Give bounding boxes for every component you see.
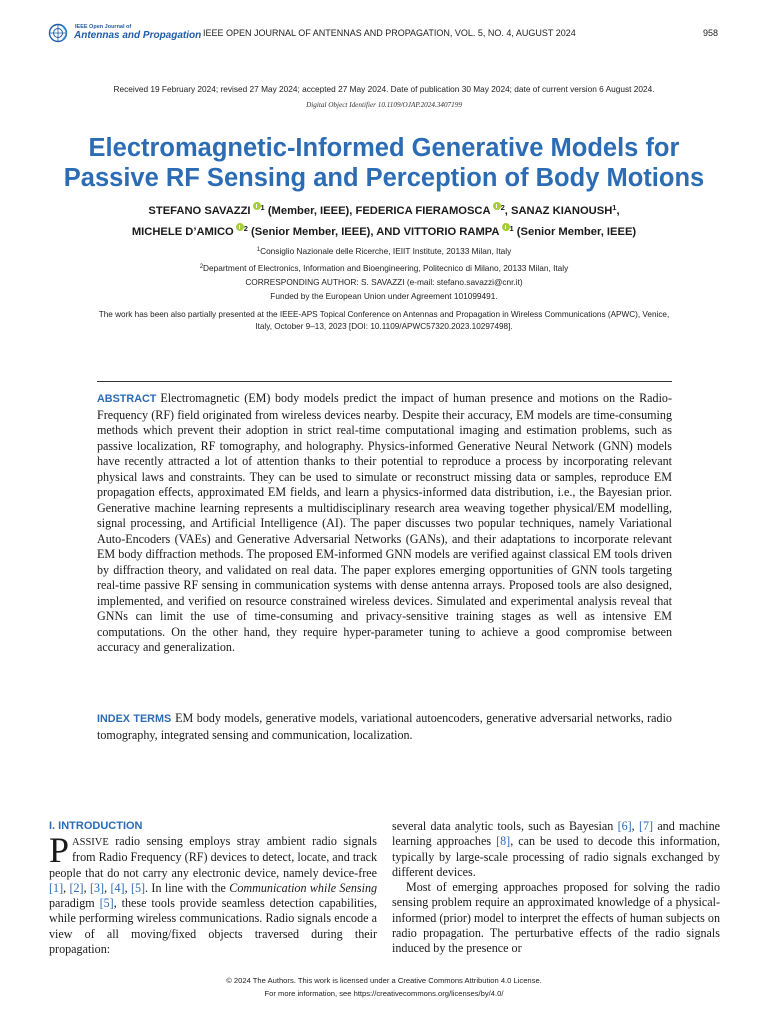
author-name[interactable]: STEFANO SAVAZZI: [148, 205, 251, 217]
drop-cap: P: [49, 830, 70, 870]
section-heading: I. INTRODUCTION: [49, 820, 143, 832]
citation-link[interactable]: [8]: [496, 834, 511, 849]
author-name[interactable]: , SANAZ KIANOUSH: [504, 205, 613, 217]
corresponding-author: CORRESPONDING AUTHOR: S. SAVAZZI (e-mail: stefano.savazzi@cnr.it): [245, 277, 523, 287]
orcid-icon[interactable]: [236, 223, 244, 231]
body-text: radio sensing employs stray ambient radio signals from Radio Frequency (RF) devices to detect, locate, and track people that do not carry any electronic device, namely device-free: [49, 834, 377, 880]
author-name[interactable]: VITTORIO RAMPA: [403, 226, 500, 238]
body-text: several data analytic tools, such as Bayesian: [392, 819, 618, 833]
license-link-footer[interactable]: For more information, see https://creativecommons.org/licenses/by/4.0/: [264, 989, 504, 998]
ieee-ojap-logo-icon: [48, 22, 72, 44]
author-line-1: [30, 199, 738, 220]
license-footer: © 2024 The Authors. This work is licensed under a Creative Commons Attribution 4.0 License.: [226, 976, 542, 985]
author-name[interactable]: FEDERICA FIERAMOSCA: [355, 205, 491, 217]
affiliation-2: [0, 263, 768, 273]
emphasis-text: Communication while Sensing: [229, 880, 378, 895]
body-text: , these tools provide seamless detection capabilities, while performing wireless communications. Radio signals encode a view of all moving/fixed objects traversed during their propagation:: [49, 896, 377, 957]
citation-link[interactable]: [5]: [99, 896, 114, 911]
paragraph: Most of emerging approaches proposed for solving the radio sensing problem require an approximated knowledge of a physical-informed (prior) model to interpret the effects of human subjects on radio propagation. The perturbative effects of the radio signals induced by the presence or: [392, 880, 720, 956]
journal-citation: IEEE OPEN JOURNAL OF ANTENNAS AND PROPAGATION, VOL. 5, NO. 4, AUGUST 2024: [203, 28, 576, 38]
author-affiliation-sup: 2: [500, 203, 505, 212]
body-text: paradigm: [49, 896, 100, 911]
affiliation-text: Consiglio Nazionale delle Ricerche, IEIIT Institute, 20133 Milan, Italy: [260, 246, 512, 256]
author-affiliation-sup: 1: [260, 203, 265, 212]
citation-link[interactable]: [2]: [69, 880, 84, 895]
citation-link[interactable]: [4]: [110, 880, 125, 895]
author-affiliation-sup: 1: [509, 224, 514, 233]
author-affiliation-sup: 1: [612, 203, 617, 212]
author-role: (Member, IEEE),: [264, 205, 356, 217]
body-text: . In line with the: [145, 880, 230, 895]
author-affiliation-sup: 2: [243, 224, 248, 233]
page-number: 958: [702, 28, 718, 38]
affiliation-1: [0, 246, 768, 256]
abstract-text: Electromagnetic (EM) body models predict the impact of human presence and motions on the Radio-Frequency (RF) field originated from wireless devices nearby. Despite their accuracy, EM models are time-consuming methods which prevent their adoption in strict real-time computational imaging and estimation problems, such as passive localization, RF tomography, and holography. Physics-informed Generative Neural Network (GNN) models have recently attracted a lot of attention thanks to their potential to reproduce a process by incorporating relevant physical laws and constraints. They can be used to simulate or reconstruct missing data or samples, reproduce EM propagation effects, approximated EM fields, and learn a physics-informed data distribution, i.e., the Bayesian prior. Generative machine learning represents a multidisciplinary research area weaving together physical/EM modelling, signal processing, and Artificial Intelligence (AI). The paper discusses two popular techniques, namely Variational Auto-Encoders (VAEs) and Generative Adversarial Networks (GANs), and their adaptations to incorporate relevant EM body diffraction methods. The proposed EM-informed GNN models are verified against classical EM tools driven by diffraction theory, and validated on real data. The paper explores emerging opportunities of GNN tools targeting real-time passive RF sensing in communication systems with dense antenna arrays. Proposed tools are also designed, implemented, and verified on resource constrained wireless devices. Simulated and experimental analysis reveal that GNNs can limit the use of time-consuming and privacy-sensitive training stages as well as intensive EM computations. On the other hand, they require hyper-parameter tuning to achieve a good compromise between accuracy and generalization.: [97, 391, 672, 654]
body-text: and machine learning approaches: [392, 819, 720, 849]
affiliation-sup: 1: [256, 247, 261, 253]
abstract-label: ABSTRACT: [97, 393, 157, 405]
intro-column-left: PASSIVE radio sensing employs stray ambient radio signals from Radio Frequency (RF) devices to detect, locate, and track people that do not carry any electronic device, namely device-free [1], [2], [3], [4], [5]. In line with the Communication while Sensing paradigm [5], these tools provide seamless detection capabilities, while performing wireless communications. Radio signals encode a view of all moving/fixed objects traversed during their propagation:: [49, 830, 378, 957]
citation-link[interactable]: [6]: [617, 819, 632, 833]
doi: Digital Object Identifier 10.1109/OJAP.2024.3407199: [306, 101, 462, 109]
citation-link[interactable]: [3]: [89, 880, 105, 895]
orcid-icon[interactable]: [502, 223, 510, 231]
citation-link[interactable]: [5]: [130, 880, 146, 895]
journal-label-small: IEEE Open Journal of: [75, 24, 132, 30]
index-terms-text: EM body models, generative models, variational autoencoders, generative adversarial networks, radio tomography, integrated sensing and communication, localization.: [97, 711, 672, 742]
affiliation-text: Department of Electronics, Information and Bioengineering, Politecnico di Milano, 20133 Milan, Italy: [203, 263, 569, 273]
received-dates: Received 19 February 2024; revised 27 May 2024; accepted 27 May 2024. Date of publication 30 May 2024; date of current version 6 August 2024.: [113, 84, 655, 94]
citation-link[interactable]: [7]: [638, 819, 654, 833]
intro-column-right: several data analytic tools, such as Bayesian [6], [7] and machine learning approaches [8], can be used to decode this information, typically by large-scale processing of radio signals exchanged by different devices. Most of emerging approaches proposed for solving the radio sensing problem require an approximated knowledge of a physical-informed (prior) model to interpret the effects of human subjects on radio propagation. The perturbative effects of the radio signals induced by the presence or: [392, 819, 720, 956]
orcid-icon[interactable]: [253, 202, 261, 210]
funding-note: Funded by the European Union under Agreement 101099491.: [270, 291, 498, 301]
affiliation-sup: 2: [199, 264, 204, 270]
title-line-2: Passive RF Sensing and Perception of Body Motions: [63, 164, 705, 192]
journal-name: Antennas and Propagation: [74, 30, 202, 41]
citation-link[interactable]: [1]: [49, 880, 64, 895]
body-text: , can be used to decode this information, typically by large-scale processing of radio signals exchanged by different devices.: [392, 834, 720, 879]
orcid-icon[interactable]: [493, 202, 501, 210]
index-terms-label: INDEX TERMS: [97, 713, 172, 725]
author-role: (Senior Member, IEEE), AND: [247, 226, 404, 238]
title-line-1: Electromagnetic-Informed Generative Models for: [88, 134, 680, 162]
small-caps-word: ASSIVE: [72, 837, 109, 848]
author-name[interactable]: MICHELE D’AMICO: [131, 226, 234, 238]
index-terms: [97, 711, 672, 743]
conference-note: The work has been also partially presented at the IEEE-APS Topical Conference on Antennas and Propagation in Wireless Communications (APWC), Venice, Italy, October 9–13, 2023 [DOI: 10.1109/APWC57320.2023.10297498].: [98, 310, 670, 331]
abstract: [97, 391, 672, 656]
page-header: [48, 22, 720, 44]
abstract-divider: [97, 381, 672, 382]
separator: ,: [616, 205, 620, 217]
author-role: (Senior Member, IEEE): [513, 226, 637, 238]
author-list: [30, 199, 738, 241]
author-line-2: [30, 220, 738, 241]
paper-title: [30, 133, 738, 193]
